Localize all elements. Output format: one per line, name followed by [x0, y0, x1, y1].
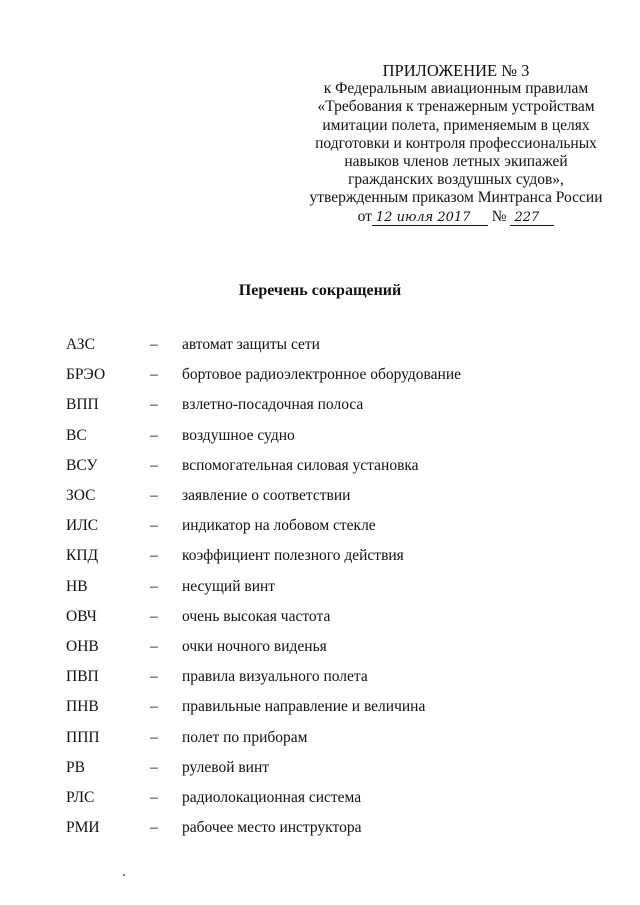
list-item — [0, 668, 640, 690]
list-item — [0, 336, 640, 358]
list-item — [0, 789, 640, 811]
dash-separator: – — [150, 517, 158, 535]
list-item — [0, 698, 640, 720]
abbreviation-meaning: бортовое радиоэлектронное оборудование — [182, 366, 462, 384]
list-item — [0, 608, 640, 630]
abbreviation-meaning: воздушное судно — [182, 426, 295, 444]
list-item — [0, 396, 640, 418]
dash-separator: – — [150, 758, 158, 776]
abbreviation: ОНВ — [66, 638, 99, 655]
dash-separator: – — [150, 336, 158, 353]
dash-separator: – — [150, 638, 158, 655]
appendix-line: навыков членов летных экипажей — [344, 153, 568, 171]
dash-separator: – — [150, 668, 158, 686]
appendix-line: гражданских воздушных судов», — [348, 171, 564, 189]
abbreviation: ИЛС — [66, 517, 99, 535]
appendix-title: ПРИЛОЖЕНИЕ № 3 — [382, 61, 530, 80]
dash-separator: – — [150, 487, 158, 504]
abbreviation: КПД — [66, 547, 99, 565]
appendix-line: утвержденным приказом Минтранса России — [309, 189, 603, 207]
list-item — [0, 366, 640, 388]
abbreviation-meaning: автомат защиты сети — [182, 336, 320, 353]
abbreviation: НВ — [66, 577, 88, 595]
list-item — [0, 729, 640, 751]
list-item — [0, 427, 640, 449]
abbreviation: РЛС — [66, 789, 95, 806]
list-item — [0, 578, 640, 600]
order-date-line — [300, 208, 612, 226]
dash-separator: – — [150, 547, 158, 565]
dash-separator: – — [150, 396, 158, 414]
dash-separator: – — [150, 577, 158, 595]
dash-separator: – — [150, 456, 158, 474]
list-item — [0, 487, 640, 509]
dash-separator: – — [150, 698, 158, 716]
dash-separator: – — [150, 728, 158, 746]
appendix-line: к Федеральным авиационным правилам — [323, 80, 589, 98]
list-item — [0, 517, 640, 539]
abbreviation: РМИ — [66, 819, 100, 837]
abbreviation: ВПП — [66, 396, 99, 414]
abbreviation-meaning: радиолокационная система — [182, 789, 362, 806]
abbreviation-meaning: очень высокая частота — [182, 607, 331, 625]
dash-separator: – — [150, 819, 158, 837]
abbreviation-meaning: правильные направление и величина — [182, 698, 426, 716]
appendix-line: подготовки и контроля профессиональных — [315, 134, 597, 152]
appendix-line: имитации полета, применяемым в целях — [322, 116, 590, 134]
abbreviation: АЗС — [66, 336, 95, 353]
abbreviation-meaning: очки ночного виденья — [182, 638, 327, 655]
abbreviation-meaning: полет по приборам — [182, 728, 308, 746]
abbreviation-meaning: индикатор на лобовом стекле — [182, 517, 376, 535]
abbreviation-meaning: несущий винт — [182, 577, 276, 595]
date-prefix: от — [357, 207, 372, 225]
abbreviation: БРЭО — [66, 366, 106, 384]
abbreviation: ПВП — [66, 668, 99, 686]
dash-separator: – — [150, 426, 158, 444]
list-item — [0, 638, 640, 660]
abbreviation-meaning: рулевой винт — [182, 758, 270, 776]
dash-separator: – — [150, 789, 158, 806]
handwritten-number: 227 — [510, 211, 554, 226]
abbreviation-meaning: заявление о соответствии — [182, 487, 351, 504]
list-item — [0, 547, 640, 569]
list-item — [0, 819, 640, 841]
number-prefix: № — [491, 207, 507, 225]
list-item — [0, 457, 640, 479]
dash-separator: – — [150, 366, 158, 384]
list-item — [0, 759, 640, 781]
abbreviation: РВ — [66, 758, 85, 776]
abbreviation-meaning: рабочее место инструктора — [182, 819, 362, 837]
abbreviation-meaning: коэффициент полезного действия — [182, 547, 404, 565]
abbreviation-meaning: правила визуального полета — [182, 668, 368, 686]
abbreviation: ВСУ — [66, 456, 98, 474]
page-title: Перечень сокращений — [238, 282, 402, 299]
dash-separator: – — [150, 607, 158, 625]
abbreviation: ОВЧ — [66, 607, 97, 625]
appendix-line: «Требования к тренажерным устройствам — [317, 98, 595, 116]
abbreviation: ЗОС — [66, 487, 96, 504]
abbreviation: ППП — [66, 728, 100, 746]
abbreviation: ПНВ — [66, 698, 99, 716]
abbreviation: ВС — [66, 426, 87, 444]
scan-speck — [123, 874, 125, 876]
handwritten-date: 12 июля 2017 — [372, 211, 488, 226]
appendix-header — [300, 62, 612, 226]
abbreviation-meaning: вспомогательная силовая установка — [182, 456, 419, 474]
abbreviation-meaning: взлетно-посадочная полоса — [182, 396, 364, 414]
